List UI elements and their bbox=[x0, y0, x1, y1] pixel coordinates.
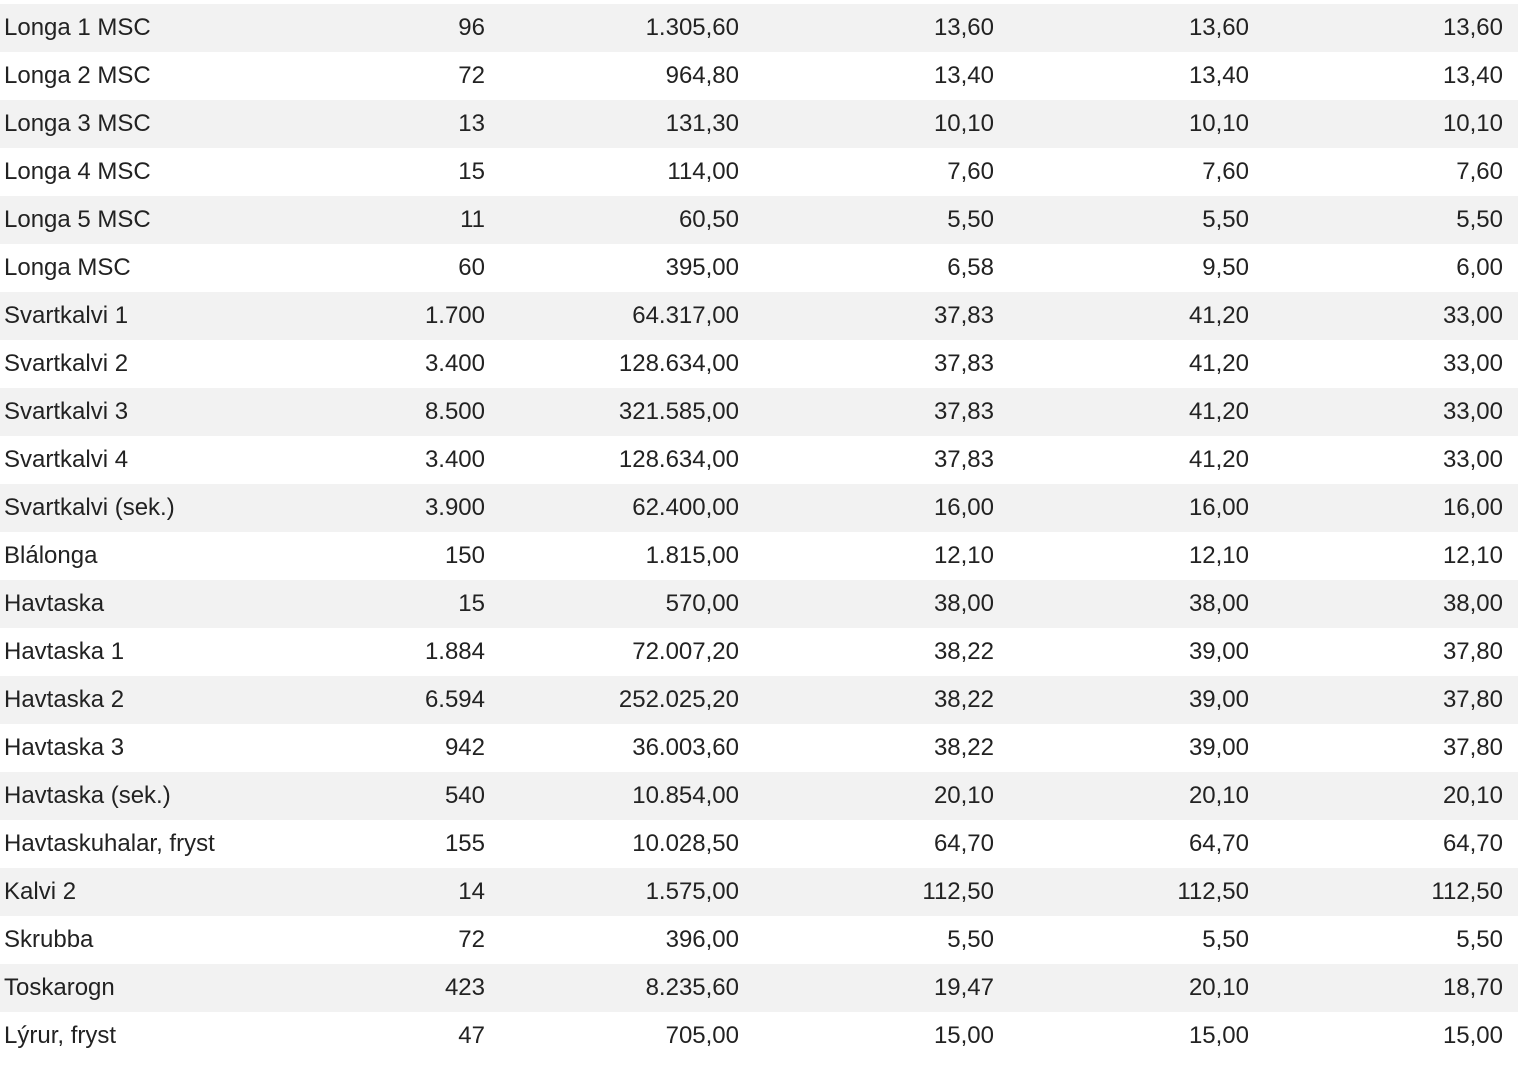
species-name-cell: Longa 3 MSC bbox=[4, 110, 151, 137]
highest-price-cell: 12,10 bbox=[1188, 542, 1249, 569]
lowest-price-cell: 33,00 bbox=[1442, 302, 1503, 329]
average-price-cell: 20,10 bbox=[933, 782, 994, 809]
average-price-cell: 5,50 bbox=[947, 206, 994, 233]
table-row bbox=[0, 100, 1518, 148]
quantity-cell: 3.400 bbox=[424, 350, 485, 377]
quantity-cell: 11 bbox=[460, 206, 485, 233]
table-row bbox=[0, 628, 1518, 676]
species-name-cell: Svartkalvi 2 bbox=[4, 350, 129, 377]
total-value-cell: 60,50 bbox=[678, 206, 739, 233]
total-value-cell: 8.235,60 bbox=[645, 974, 739, 1001]
total-value-cell: 321.585,00 bbox=[618, 398, 739, 425]
highest-price-cell: 20,10 bbox=[1188, 974, 1249, 1001]
total-value-cell: 64.317,00 bbox=[632, 302, 739, 329]
lowest-price-cell: 33,00 bbox=[1442, 446, 1503, 473]
highest-price-cell: 38,00 bbox=[1188, 590, 1249, 617]
table-row bbox=[0, 52, 1518, 100]
table-row bbox=[0, 772, 1518, 820]
table-row bbox=[0, 1012, 1518, 1060]
table-row bbox=[0, 916, 1518, 964]
average-price-cell: 5,50 bbox=[947, 926, 994, 953]
total-value-cell: 10.854,00 bbox=[632, 782, 739, 809]
quantity-cell: 3.900 bbox=[424, 494, 485, 521]
highest-price-cell: 16,00 bbox=[1188, 494, 1249, 521]
species-name-cell: Longa 4 MSC bbox=[4, 158, 151, 185]
quantity-cell: 8.500 bbox=[424, 398, 485, 425]
total-value-cell: 36.003,60 bbox=[632, 734, 739, 761]
species-name-cell: Longa 2 MSC bbox=[4, 62, 151, 89]
table-row bbox=[0, 724, 1518, 772]
average-price-cell: 38,22 bbox=[933, 734, 994, 761]
table-row bbox=[0, 292, 1518, 340]
table-row bbox=[0, 580, 1518, 628]
table-row bbox=[0, 436, 1518, 484]
average-price-cell: 10,10 bbox=[933, 110, 994, 137]
quantity-cell: 155 bbox=[444, 830, 485, 857]
average-price-cell: 7,60 bbox=[947, 158, 994, 185]
species-name-cell: Kalvi 2 bbox=[4, 878, 77, 905]
species-name-cell: Toskarogn bbox=[4, 974, 115, 1001]
species-name-cell: Blálonga bbox=[4, 542, 98, 569]
table-row bbox=[0, 868, 1518, 916]
lowest-price-cell: 10,10 bbox=[1442, 110, 1503, 137]
total-value-cell: 131,30 bbox=[665, 110, 739, 137]
highest-price-cell: 41,20 bbox=[1188, 350, 1249, 377]
total-value-cell: 252.025,20 bbox=[618, 686, 739, 713]
average-price-cell: 19,47 bbox=[933, 974, 994, 1001]
table-row bbox=[0, 676, 1518, 724]
quantity-cell: 47 bbox=[458, 1022, 485, 1049]
table-row bbox=[0, 532, 1518, 580]
total-value-cell: 1.815,00 bbox=[645, 542, 739, 569]
species-name-cell: Longa 1 MSC bbox=[4, 14, 151, 41]
species-name-cell: Svartkalvi 1 bbox=[4, 302, 129, 329]
quantity-cell: 96 bbox=[458, 14, 485, 41]
average-price-cell: 16,00 bbox=[933, 494, 994, 521]
price-table-container bbox=[0, 4, 1518, 1060]
table-row bbox=[0, 388, 1518, 436]
species-name-cell: Svartkalvi 4 bbox=[4, 446, 129, 473]
lowest-price-cell: 15,00 bbox=[1442, 1022, 1503, 1049]
quantity-cell: 6.594 bbox=[424, 686, 485, 713]
quantity-cell: 72 bbox=[458, 62, 485, 89]
lowest-price-cell: 6,00 bbox=[1456, 254, 1503, 281]
total-value-cell: 128.634,00 bbox=[618, 446, 739, 473]
species-name-cell: Longa 5 MSC bbox=[4, 206, 151, 233]
price-table bbox=[0, 4, 1518, 1060]
average-price-cell: 64,70 bbox=[933, 830, 994, 857]
total-value-cell: 72.007,20 bbox=[632, 638, 739, 665]
average-price-cell: 15,00 bbox=[933, 1022, 994, 1049]
lowest-price-cell: 37,80 bbox=[1442, 638, 1503, 665]
species-name-cell: Havtaska bbox=[4, 590, 105, 617]
highest-price-cell: 15,00 bbox=[1188, 1022, 1249, 1049]
table-body bbox=[0, 4, 1518, 1060]
lowest-price-cell: 7,60 bbox=[1456, 158, 1503, 185]
quantity-cell: 942 bbox=[444, 734, 485, 761]
average-price-cell: 37,83 bbox=[933, 398, 994, 425]
species-name-cell: Havtaska 1 bbox=[4, 638, 125, 665]
lowest-price-cell: 5,50 bbox=[1456, 926, 1503, 953]
highest-price-cell: 10,10 bbox=[1188, 110, 1249, 137]
table-row bbox=[0, 148, 1518, 196]
species-name-cell: Svartkalvi (sek.) bbox=[4, 494, 175, 521]
species-name-cell: Skrubba bbox=[4, 926, 94, 953]
lowest-price-cell: 38,00 bbox=[1442, 590, 1503, 617]
species-name-cell: Havtaskuhalar, fryst bbox=[4, 830, 215, 857]
highest-price-cell: 41,20 bbox=[1188, 302, 1249, 329]
highest-price-cell: 5,50 bbox=[1202, 206, 1249, 233]
species-name-cell: Svartkalvi 3 bbox=[4, 398, 129, 425]
table-row bbox=[0, 244, 1518, 292]
quantity-cell: 72 bbox=[458, 926, 485, 953]
quantity-cell: 3.400 bbox=[424, 446, 485, 473]
lowest-price-cell: 13,40 bbox=[1442, 62, 1503, 89]
quantity-cell: 540 bbox=[444, 782, 485, 809]
quantity-cell: 1.884 bbox=[424, 638, 485, 665]
lowest-price-cell: 112,50 bbox=[1431, 878, 1503, 905]
highest-price-cell: 39,00 bbox=[1188, 686, 1249, 713]
lowest-price-cell: 33,00 bbox=[1442, 350, 1503, 377]
lowest-price-cell: 13,60 bbox=[1442, 14, 1503, 41]
average-price-cell: 112,50 bbox=[922, 878, 994, 905]
species-name-cell: Lýrur, fryst bbox=[4, 1022, 117, 1049]
species-name-cell: Havtaska (sek.) bbox=[4, 782, 171, 809]
lowest-price-cell: 64,70 bbox=[1442, 830, 1503, 857]
highest-price-cell: 9,50 bbox=[1202, 254, 1249, 281]
average-price-cell: 37,83 bbox=[933, 302, 994, 329]
highest-price-cell: 20,10 bbox=[1188, 782, 1249, 809]
total-value-cell: 128.634,00 bbox=[618, 350, 739, 377]
total-value-cell: 114,00 bbox=[667, 158, 739, 185]
average-price-cell: 13,60 bbox=[933, 14, 994, 41]
table-row bbox=[0, 4, 1518, 52]
average-price-cell: 38,22 bbox=[933, 686, 994, 713]
highest-price-cell: 112,50 bbox=[1177, 878, 1249, 905]
average-price-cell: 6,58 bbox=[947, 254, 994, 281]
highest-price-cell: 7,60 bbox=[1202, 158, 1249, 185]
average-price-cell: 37,83 bbox=[933, 350, 994, 377]
average-price-cell: 37,83 bbox=[933, 446, 994, 473]
lowest-price-cell: 5,50 bbox=[1456, 206, 1503, 233]
average-price-cell: 38,22 bbox=[933, 638, 994, 665]
average-price-cell: 12,10 bbox=[933, 542, 994, 569]
average-price-cell: 38,00 bbox=[933, 590, 994, 617]
quantity-cell: 15 bbox=[458, 590, 485, 617]
highest-price-cell: 39,00 bbox=[1188, 638, 1249, 665]
total-value-cell: 1.305,60 bbox=[645, 14, 739, 41]
highest-price-cell: 5,50 bbox=[1202, 926, 1249, 953]
lowest-price-cell: 18,70 bbox=[1442, 974, 1503, 1001]
species-name-cell: Havtaska 3 bbox=[4, 734, 125, 761]
species-name-cell: Longa MSC bbox=[4, 254, 131, 281]
total-value-cell: 570,00 bbox=[665, 590, 739, 617]
total-value-cell: 396,00 bbox=[665, 926, 739, 953]
quantity-cell: 150 bbox=[444, 542, 485, 569]
highest-price-cell: 41,20 bbox=[1188, 398, 1249, 425]
table-row bbox=[0, 820, 1518, 868]
lowest-price-cell: 20,10 bbox=[1442, 782, 1503, 809]
total-value-cell: 705,00 bbox=[665, 1022, 739, 1049]
quantity-cell: 60 bbox=[458, 254, 485, 281]
average-price-cell: 13,40 bbox=[933, 62, 994, 89]
highest-price-cell: 13,60 bbox=[1188, 14, 1249, 41]
highest-price-cell: 41,20 bbox=[1188, 446, 1249, 473]
total-value-cell: 62.400,00 bbox=[632, 494, 739, 521]
total-value-cell: 1.575,00 bbox=[645, 878, 739, 905]
quantity-cell: 423 bbox=[444, 974, 485, 1001]
highest-price-cell: 64,70 bbox=[1188, 830, 1249, 857]
lowest-price-cell: 37,80 bbox=[1442, 686, 1503, 713]
table-row bbox=[0, 196, 1518, 244]
table-row bbox=[0, 964, 1518, 1012]
total-value-cell: 395,00 bbox=[665, 254, 739, 281]
highest-price-cell: 39,00 bbox=[1188, 734, 1249, 761]
total-value-cell: 10.028,50 bbox=[632, 830, 739, 857]
quantity-cell: 15 bbox=[458, 158, 485, 185]
lowest-price-cell: 33,00 bbox=[1442, 398, 1503, 425]
lowest-price-cell: 37,80 bbox=[1442, 734, 1503, 761]
lowest-price-cell: 12,10 bbox=[1442, 542, 1503, 569]
quantity-cell: 14 bbox=[458, 878, 485, 905]
table-row bbox=[0, 484, 1518, 532]
quantity-cell: 13 bbox=[458, 110, 485, 137]
table-row bbox=[0, 340, 1518, 388]
quantity-cell: 1.700 bbox=[424, 302, 485, 329]
total-value-cell: 964,80 bbox=[665, 62, 739, 89]
lowest-price-cell: 16,00 bbox=[1442, 494, 1503, 521]
species-name-cell: Havtaska 2 bbox=[4, 686, 125, 713]
highest-price-cell: 13,40 bbox=[1188, 62, 1249, 89]
